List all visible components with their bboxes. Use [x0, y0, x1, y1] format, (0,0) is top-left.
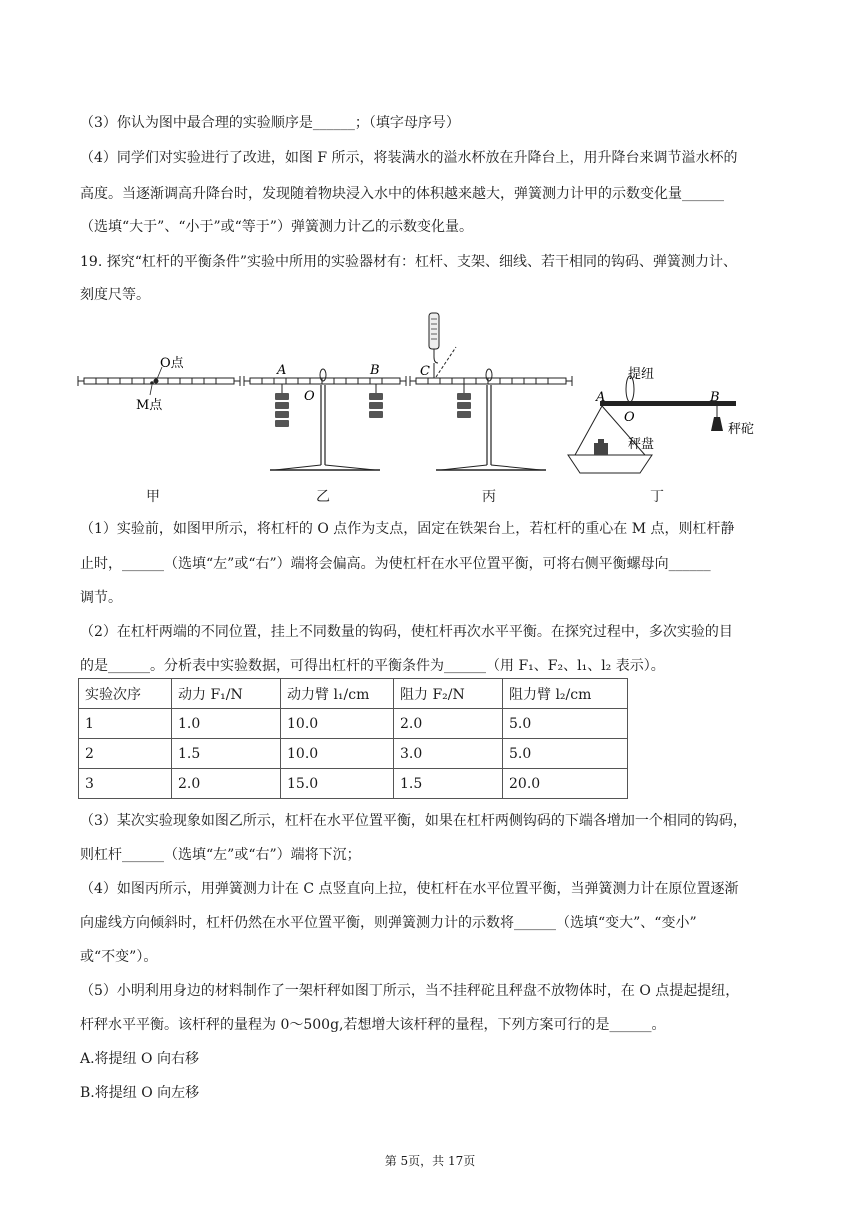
- label-b-ding: B: [710, 390, 720, 405]
- o-point-label: O点: [160, 356, 184, 371]
- figure-yi: [244, 369, 406, 470]
- table-header-cell: 阻力臂 l₂/cm: [503, 679, 628, 709]
- q19-part1-line2: 止时，______（选填“左”或“右”）端将会偏高。为使杠杆在水平位置平衡，可将右侧平衡螺母向______: [80, 556, 711, 572]
- caption-ding: 丁: [650, 489, 664, 505]
- label-a-ding: A: [596, 390, 606, 405]
- table-cell: 3: [79, 769, 172, 799]
- q19-intro-line2: 刻度尺等。: [80, 287, 150, 303]
- q19-part2-line1: （2）在杠杆两端的不同位置，挂上不同数量的钩码，使杠杆再次水平平衡。在探究过程中，多次实验的目: [80, 624, 733, 640]
- table-cell: 5.0: [503, 709, 628, 739]
- table-header-cell: 实验次序: [79, 679, 172, 709]
- label-b-yi: B: [370, 363, 380, 378]
- figure-bing: [410, 313, 572, 470]
- label-o-ding: O: [624, 410, 635, 425]
- table-cell: 5.0: [503, 739, 628, 769]
- table-cell: 2: [79, 739, 172, 769]
- table-cell: 10.0: [281, 739, 394, 769]
- table-cell: 2.0: [394, 709, 503, 739]
- table-row: [79, 739, 628, 769]
- q19-part4-line3: 或“不变”）。: [80, 949, 158, 965]
- table-header-cell: 阻力 F₂/N: [394, 679, 503, 709]
- caption-jia: 甲: [146, 489, 160, 505]
- q19-part3-line2: 则杠杆______（选填“左”或“右”）端将下沉；: [80, 847, 361, 863]
- table-header-cell: 动力臂 l₁/cm: [281, 679, 394, 709]
- table-cell: 15.0: [281, 769, 394, 799]
- m-point-label: M点: [136, 398, 163, 413]
- table-cell: 1.0: [172, 709, 281, 739]
- q18-part4-line2: 高度。当逐渐调高升降台时，发现随着物块浸入水中的体积越来越大，弹簧测力计甲的示数变化量______: [80, 186, 724, 202]
- table-cell: 2.0: [172, 769, 281, 799]
- table-cell: 20.0: [503, 769, 628, 799]
- q19-part4-line1: （4）如图丙所示，用弹簧测力计在 C 点竖直向上拉，使杠杆在水平位置平衡，当弹簧测力计在原位置逐渐: [80, 881, 739, 897]
- lever-figure: [70, 305, 790, 505]
- label-chengpan: 秤盘: [628, 437, 655, 452]
- q19-part2-line2: 的是______。分析表中实验数据，可得出杠杆的平衡条件为______（用 F₁、F₂、l₁、l₂ 表示）。: [80, 658, 665, 674]
- option-b: B.将提纽 O 向左移: [80, 1085, 200, 1101]
- label-a-yi: A: [277, 363, 287, 378]
- q19-part1-line3: 调节。: [80, 590, 122, 606]
- label-c-bing: C: [420, 364, 430, 379]
- data-table: [78, 678, 628, 799]
- figure-jia: [78, 367, 240, 395]
- table-cell: 3.0: [394, 739, 503, 769]
- label-o-yi: O: [304, 389, 315, 404]
- table-header-cell: 动力 F₁/N: [172, 679, 281, 709]
- caption-yi: 乙: [316, 489, 330, 505]
- table-cell: 1.5: [394, 769, 503, 799]
- label-tizu: 提纽: [628, 367, 655, 382]
- q18-part3: （3）你认为图中最合理的实验顺序是______；（填字母序号）: [80, 115, 460, 131]
- q18-part4-line3: （选填“大于”、“小于”或“等于”）弹簧测力计乙的示数变化量。: [80, 219, 473, 235]
- label-chengtuo: 秤砣: [728, 422, 755, 437]
- option-a: A.将提纽 O 向右移: [80, 1051, 199, 1067]
- q19-part4-line2: 向虚线方向倾斜时，杠杆仍然在水平位置平衡，则弹簧测力计的示数将______（选填“变大”、“变小”: [80, 915, 697, 931]
- q19-intro-line1: 19. 探究“杠杆的平衡条件”实验中所用的实验器材有：杠杆、支架、细线、若干相同的钩码、弹簧测力计、: [80, 254, 738, 270]
- q19-part3-line1: （3）某次实验现象如图乙所示，杠杆在水平位置平衡，如果在杠杆两侧钩码的下端各增加一个相同的钩码，: [80, 813, 747, 829]
- caption-bing: 丙: [482, 489, 496, 505]
- table-row: [79, 709, 628, 739]
- table-cell: 10.0: [281, 709, 394, 739]
- q19-part1-line1: （1）实验前，如图甲所示，将杠杆的 O 点作为支点，固定在铁架台上，若杠杆的重心在 M 点，则杠杆静: [80, 521, 735, 537]
- table-header-row: [79, 679, 628, 709]
- q19-part5-line2: 杆秤水平平衡。该杆秤的量程为 0～500g,若想增大该杆秤的量程，下列方案可行的是______。: [80, 1017, 666, 1033]
- page-footer: 第 5页，共 17页: [384, 1154, 476, 1168]
- table-row: [79, 769, 628, 799]
- q19-part5-line1: （5）小明利用身边的材料制作了一架杆秤如图丁所示，当不挂秤砣且秤盘不放物体时，在 O 点提起提纽，: [80, 983, 740, 999]
- table-cell: 1: [79, 709, 172, 739]
- table-cell: 1.5: [172, 739, 281, 769]
- q18-part4-line1: （4）同学们对实验进行了改进，如图 F 所示，将装满水的溢水杯放在升降台上，用升降台来调节溢水杯的: [80, 150, 738, 166]
